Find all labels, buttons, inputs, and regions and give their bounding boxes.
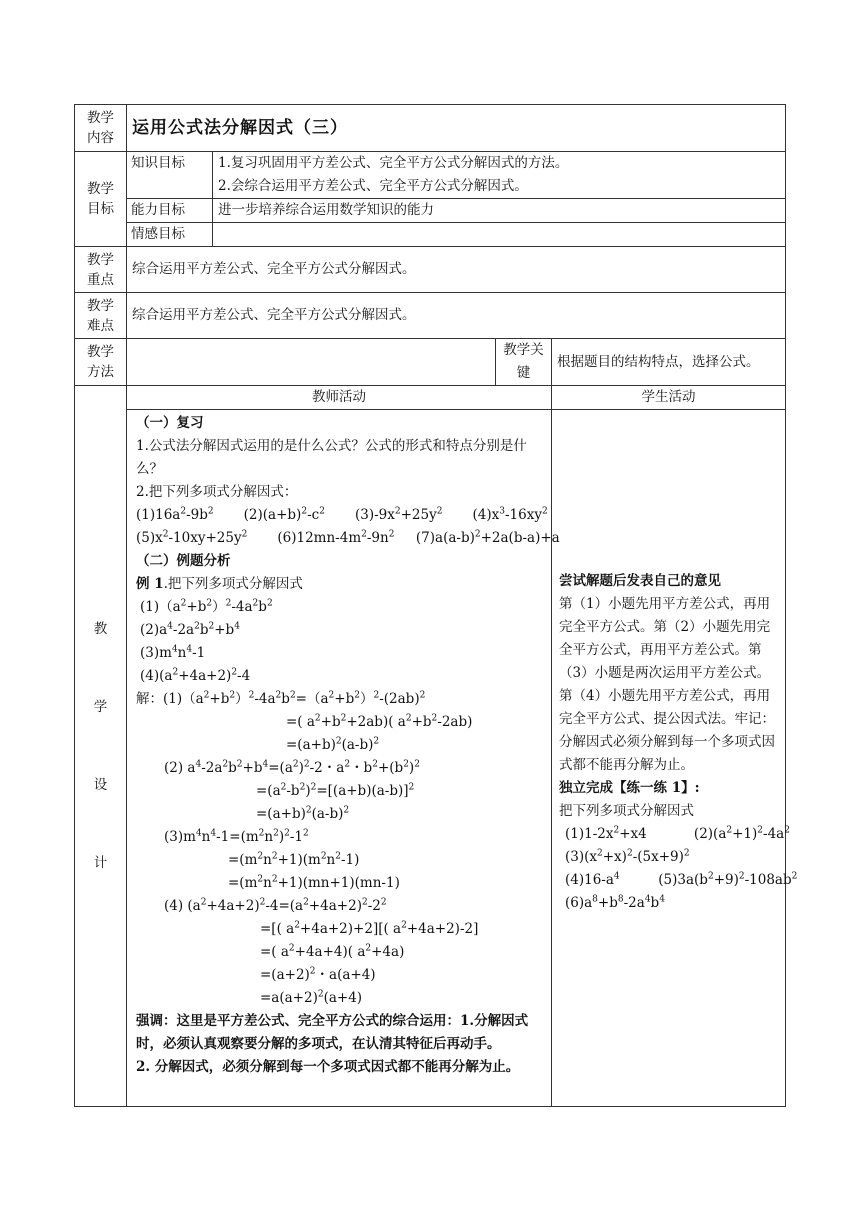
solution-4-step: $=a(a+2)^2(a+4)$ — [260, 989, 363, 1006]
student-heading: 尝试解题后发表自己的意见 — [559, 573, 721, 589]
difficulty-label: 教学 难点 — [75, 293, 127, 339]
solution-1: 解：$(1)(a^2+b^2)^2-4a^2b^2=(a^2+b^2)^2-(2ab)^2$ — [136, 690, 426, 707]
review-heading: （一）复习 — [136, 415, 204, 431]
teacher-header: 教师活动 — [127, 386, 552, 410]
solution-4-step: =[( $a^2+4a+2)+2$][( $a^2+4a+2)-2$] — [260, 920, 479, 937]
key-text: 综合运用平方差公式、完全平方公式分解因式。 — [127, 247, 786, 293]
content-label: 教学 内容 — [75, 105, 127, 152]
design-label: 教 学 设 计 — [75, 386, 127, 1107]
practice-intro: 把下列多项式分解因式 — [559, 803, 694, 819]
solution-2: (2) $a^4-2a^2b^2+b^4=(a^2)^2-2$・$a^2$・$b^2+(b^2)^2$ — [164, 759, 420, 776]
method-text — [127, 339, 496, 386]
practice-row-2: $(3)(x^2+x)^2-(5x+9)^2$ — [565, 848, 690, 865]
teacher-activity — [127, 410, 560, 1107]
review-exercises-row-1: $(1)16a^2-9b^2$ $(2)(a+b)^2-c^2$ $(3)-9x^2+25y^2$ $(4)x^3-16xy^2$ — [136, 506, 548, 523]
difficulty-text: 综合运用平方差公式、完全平方公式分解因式。 — [127, 293, 786, 339]
knowledge-label: 知识目标 — [127, 152, 213, 199]
knowledge-text — [213, 152, 786, 199]
example-heading: （二）例题分析 — [136, 553, 231, 569]
solution-4: (4) $(a^2+4a+2)^2-4=(a^2+4a+2)^2-2^2$ — [164, 897, 387, 914]
solution-4-step: $=(a+2)^2$・a(a+4) — [260, 966, 376, 983]
example-item-2: $(2)a^4-2a^2b^2+b^4$ — [140, 621, 240, 638]
solution-3: $(3)m^4n^4-1=(m^2n^2)^2-1^2$ — [164, 828, 309, 845]
practice-heading: 独立完成【练一练 1】: — [559, 780, 700, 796]
review-exercises-row-2: $(5)x^2-10xy+25y^2$ $(6)12mn-4m^2-9n^2$ $(7)a(a-b)^2+2a(b-a)+a$ — [136, 529, 560, 546]
practice-row-3: $(4)16-a^4$ $(5)3a(b^2+9)^2-108ab^2$ — [565, 871, 798, 888]
practice-row-1: $(1)1-2x^2+x4$ $(2)(a^2+1)^2-4a^2$ — [565, 825, 790, 842]
page-title: 运用公式法分解因式（三） — [127, 105, 786, 152]
emotion-label: 情感目标 — [127, 223, 213, 247]
example-item-4: $(4)(a^2+4a+2)^2-4$ — [140, 667, 251, 684]
student-header: 学生活动 — [552, 386, 786, 410]
emotion-text — [213, 223, 786, 247]
knowledge-item: 2.会综合运用平方差公式、完全平方公式分解因式。 — [218, 178, 528, 194]
review-question-1: 1.公式法分解因式运用的是什么公式？公式的形式和特点分别是什么？ — [136, 438, 527, 477]
lesson-plan-table — [74, 104, 798, 1107]
solution-1-step: $=(a+b)^2(a-b)^2$ — [286, 736, 380, 753]
student-text: 第（1）小题先用平方差公式，再用完全平方公式。第（2）小题先用完全平方公式，再用平方差公式。第（3）小题是两次运用平方差公式。第（4）小题先用平方差公式，再用完全平方公式、提公因式法。牢记：分解因式必须分解到每一个多项式因式都不能再分解为止。 — [559, 596, 775, 773]
solution-4-step: =( $a^2+4a+4$)( $a^2+4a$) — [260, 943, 405, 960]
solution-2-step: $=(a^2-b^2)^2=[(a+b)(a-b)]^2$ — [256, 782, 415, 799]
solution-1-step: =( $a^2+b^2+2ab$)( $a^2+b^2-2ab$) — [286, 713, 473, 730]
solution-2-step: $=(a+b)^2(a-b)^2$ — [256, 805, 350, 822]
solution-3-step: $=(m^2n^2+1)(m^2n^2-1)$ — [228, 851, 360, 868]
keypoint-text: 根据题目的结构特点，选择公式。 — [552, 339, 786, 386]
keypoint-label: 教学关键 — [496, 339, 552, 386]
knowledge-item: 1.复习巩固用平方差公式、完全平方公式分解因式的方法。 — [218, 155, 569, 171]
practice-row-4: $(6)a^8+b^8-2a^4b^4$ — [565, 894, 665, 911]
method-label: 教学 方法 — [75, 339, 127, 386]
example-title: 例 1.把下列多项式分解因式 — [136, 576, 303, 592]
student-activity — [552, 410, 798, 1107]
review-question-2: 2.把下列多项式分解因式： — [136, 484, 298, 500]
ability-text: 进一步培养综合运用数学知识的能力 — [213, 199, 786, 223]
key-label: 教学 重点 — [75, 247, 127, 293]
example-item-1: $(1)(a^2+b^2)^2-4a^2b^2$ — [140, 598, 273, 615]
emphasis-2: 2. 分解因式，必须分解到每一个多项式因式都不能再分解为止。 — [136, 1059, 520, 1075]
goals-label: 教学 目标 — [75, 152, 127, 247]
emphasis-1: 强调：这里是平方差公式、完全平方公式的综合运用：1.分解因式时，必须认真观察要分解的多项式，在认清其特征后再动手。 — [136, 1013, 529, 1052]
solution-3-step: $=(m^2n^2+1)(mn+1)(mn-1)$ — [228, 874, 400, 891]
example-item-3: $(3)m^4n^4-1$ — [140, 644, 206, 661]
ability-label: 能力目标 — [127, 199, 213, 223]
